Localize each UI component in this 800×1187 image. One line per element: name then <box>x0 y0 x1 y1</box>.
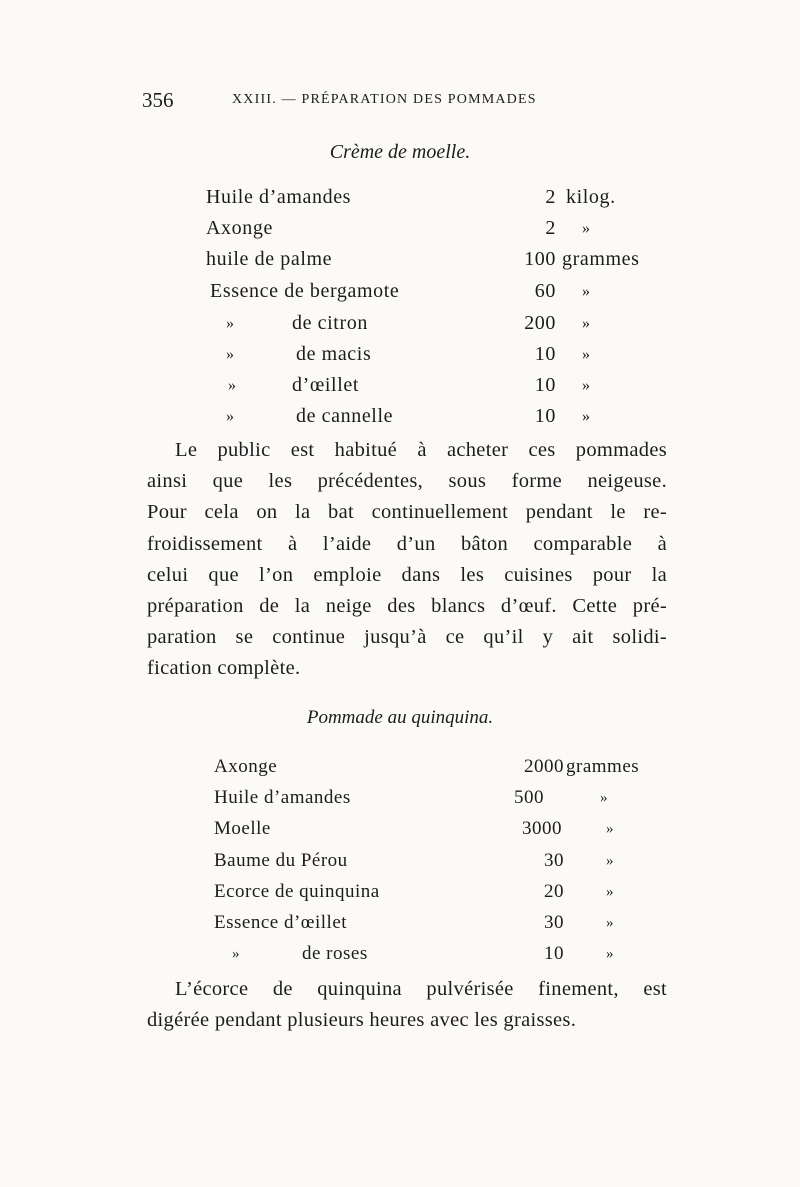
paragraph-pommade-au-quinquina <box>147 974 667 1036</box>
ingredient-quantity: 2 <box>545 217 556 239</box>
ditto-mark: » <box>226 408 235 425</box>
ingredient-unit: » <box>606 853 614 869</box>
ingredient-quantity: 60 <box>534 280 556 302</box>
ingredient-name: huile de palme <box>206 248 333 270</box>
ingredient-unit: » <box>606 946 614 962</box>
page-header <box>142 88 662 118</box>
ditto-mark: » <box>226 315 235 332</box>
ingredient-unit: » <box>582 377 591 394</box>
ingredient-name: Ecorce de quinquina <box>214 881 380 902</box>
paragraph-line: digérée pendant plusieurs heures avec les graisses. <box>147 1009 577 1032</box>
ingredient-name: Axonge <box>214 756 278 777</box>
ingredient-unit: » <box>582 283 591 300</box>
ingredient-quantity: 500 <box>514 787 544 808</box>
paragraph-line: Pour cela on la bat continuellement pendant le re- <box>147 501 667 524</box>
recipe-table-pommade-au-quinquina <box>214 756 674 966</box>
ingredient-quantity: 3000 <box>522 818 562 839</box>
ingredient-unit: » <box>606 915 614 931</box>
ditto-mark: » <box>226 346 235 363</box>
paragraph-line: L’écorce de quinquina pulvérisée finement, est <box>175 978 667 1000</box>
section-title-pommade-au-quinquina: Pommade au quinquina. <box>306 707 494 728</box>
ingredient-name: Huile d’amandes <box>214 787 351 808</box>
paragraph-line: Le public est habitué à acheter ces pommades <box>175 439 667 461</box>
paragraph-line: préparation de la neige des blancs d’œuf. Cette pré- <box>147 595 667 618</box>
paragraph-line: froidissement à l’aide d’un bâton comparable à <box>147 532 667 555</box>
ingredient-name: d’œillet <box>292 374 360 396</box>
ingredient-quantity: 30 <box>544 912 564 933</box>
ingredient-unit: » <box>606 884 614 900</box>
ingredient-unit: grammes <box>566 756 640 777</box>
ingredient-quantity: 200 <box>524 312 556 334</box>
ingredient-quantity: 10 <box>534 405 556 427</box>
ingredient-quantity: 10 <box>534 374 556 396</box>
paragraph-creme-de-moelle <box>147 435 667 685</box>
paragraph-line: celui que l’on emploie dans les cuisines pour la <box>147 563 667 586</box>
paragraph-line: fication complète. <box>147 657 301 680</box>
ingredient-name: de macis <box>296 343 372 365</box>
ingredient-name: de citron <box>292 312 368 334</box>
ingredient-name: de cannelle <box>296 405 394 427</box>
ingredient-quantity: 10 <box>534 343 556 365</box>
ingredient-name: Axonge <box>206 217 273 239</box>
ditto-mark: » <box>232 946 240 962</box>
ingredient-quantity: 20 <box>544 881 564 902</box>
ingredient-unit: » <box>606 821 614 837</box>
ingredient-unit: » <box>582 346 591 363</box>
ingredient-unit: kilog. <box>566 186 616 208</box>
ingredient-quantity: 30 <box>544 850 564 871</box>
paragraph-line: paration se continue jusqu’à ce qu’il y ait solidi- <box>147 626 667 649</box>
ingredient-unit: » <box>582 408 591 425</box>
page-number: 356 <box>142 88 174 112</box>
ditto-mark: » <box>228 377 237 394</box>
recipe-table-creme-de-moelle <box>206 186 676 446</box>
ingredient-name: Moelle <box>214 818 271 839</box>
paragraph-line: ainsi que les précédentes, sous forme neigeuse. <box>147 470 667 493</box>
ingredient-name: Huile d’amandes <box>206 186 352 208</box>
ingredient-name: Essence de bergamote <box>210 280 400 302</box>
section-title-creme-de-moelle: Crème de moelle. <box>329 141 471 163</box>
ingredient-quantity: 2 <box>545 186 556 208</box>
ingredient-name: Essence d’œillet <box>214 912 348 933</box>
running-head: XXIII. — PRÉPARATION DES POMMADES <box>232 92 537 107</box>
ingredient-name: de roses <box>302 943 368 964</box>
ingredient-unit: » <box>582 315 591 332</box>
ingredient-unit: grammes <box>562 248 640 270</box>
ingredient-quantity: 100 <box>524 248 556 270</box>
ingredient-quantity: 10 <box>544 943 564 964</box>
ingredient-name: Baume du Pérou <box>214 850 348 871</box>
ingredient-unit: » <box>582 220 591 237</box>
ingredient-unit: » <box>600 790 608 806</box>
ingredient-quantity: 2000 <box>524 756 564 777</box>
